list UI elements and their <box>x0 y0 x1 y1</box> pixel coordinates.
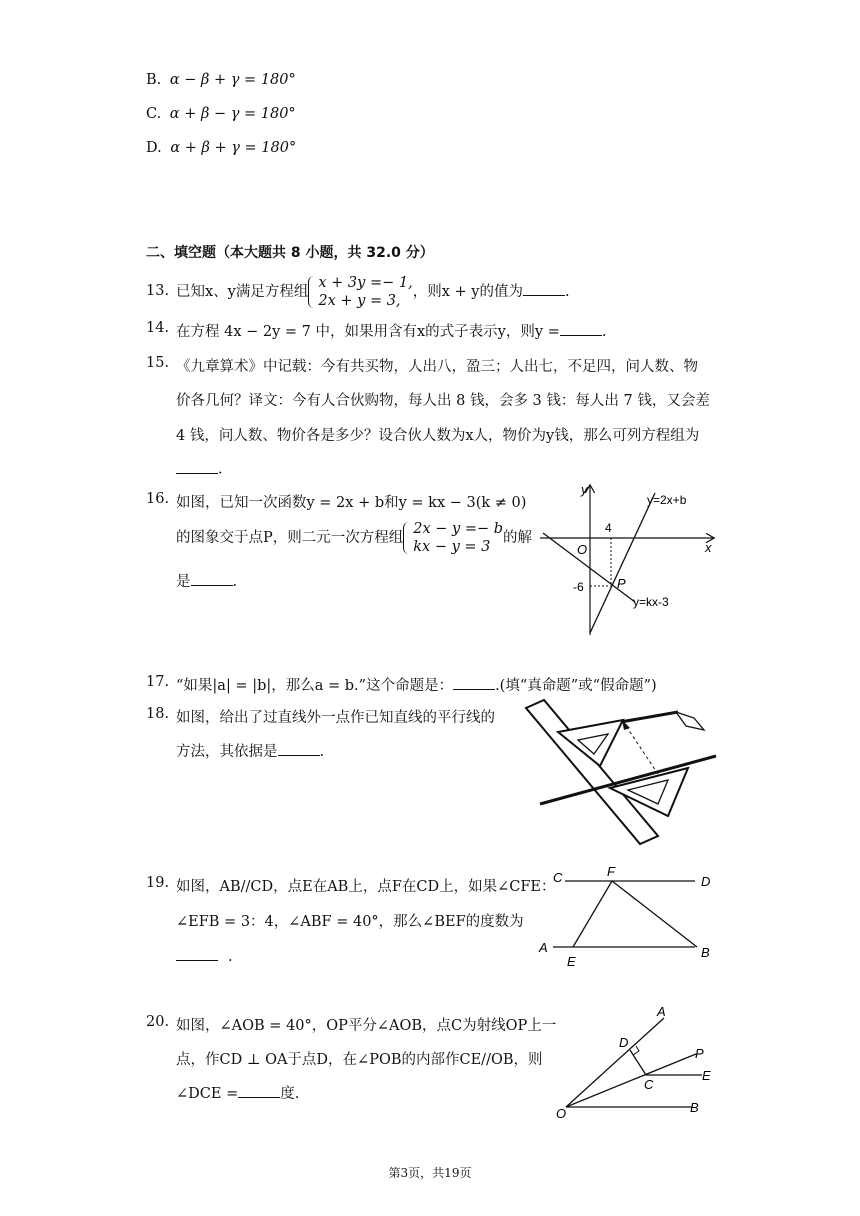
q20-line2: 点，作CD ⊥ OA于点D，在∠POB的内部作CE//OB，则 <box>176 1052 543 1068</box>
right-angle-mark <box>633 1046 639 1055</box>
q13-text <box>176 274 570 310</box>
label-d: D <box>701 874 711 889</box>
q16-line3 <box>176 570 237 591</box>
q19-line3 <box>176 945 233 965</box>
label-4: 4 <box>605 521 612 535</box>
q16-number: 16. <box>146 491 170 507</box>
label-e: E <box>567 954 576 969</box>
q13-blank[interactable] <box>523 281 565 297</box>
q17-number: 17. <box>146 674 170 690</box>
q20-line3 <box>176 1082 299 1103</box>
q19-line2: ∠EFB = 3：4，∠ABF = 40°，那么∠BEF的度数为 <box>176 914 524 930</box>
q17-text <box>176 674 657 695</box>
q20-number: 20. <box>146 1014 170 1030</box>
q16-eq2: kx − y = 3 <box>413 539 491 555</box>
label-d: D <box>619 1035 629 1050</box>
slide-arrow <box>626 726 658 774</box>
page-footer: 第3页，共19页 <box>388 1166 472 1180</box>
q13-system <box>308 274 412 310</box>
label-a: A <box>539 940 548 955</box>
q14-number: 14. <box>146 320 170 336</box>
q17-post: .(填“真命题”或“假命题”) <box>495 678 657 694</box>
q19-blank[interactable] <box>176 945 218 961</box>
q18-line2-pre: 方法，其依据是 <box>176 744 278 760</box>
segment-fe <box>573 881 612 947</box>
line-kx-minus-3 <box>543 533 635 602</box>
q18-figure <box>518 696 718 846</box>
ruler <box>526 700 658 844</box>
q14-pre: 在方程 4x − 2y = 7 中，如果用含有x的式子表示y，则y = <box>176 324 560 340</box>
q13-pre: 已知x、y满足方程组 <box>176 284 309 300</box>
q15-answer <box>176 458 223 478</box>
q16-line2-post: 的解 <box>503 530 533 546</box>
q13-post: ，则x + y的值为 <box>412 284 523 300</box>
q20-line3-pre: ∠DCE = <box>176 1086 239 1102</box>
label-neg6: -6 <box>573 580 584 594</box>
label-c: C <box>553 870 563 885</box>
q16-line1: 如图，已知一次函数y = 2x + b和y = kx − 3(k ≠ 0) <box>176 495 527 511</box>
label-b: B <box>690 1100 699 1115</box>
q20-line1: 如图，∠AOB = 40°，OP平分∠AOB，点C为射线OP上一 <box>176 1018 557 1034</box>
label-line1: y=2x+b <box>647 493 687 507</box>
q13-eq2: 2x + y = 3, <box>318 293 401 309</box>
q20-blank[interactable] <box>238 1083 280 1099</box>
q18-end: . <box>319 744 325 760</box>
q15-line3: 4 钱，问人数、物价各是多少？设合伙人数为x人，物价为y钱，那么可列方程组为 <box>176 428 700 444</box>
option-c <box>146 106 296 122</box>
q18-number: 18. <box>146 706 170 722</box>
q15-line2: 价各几何？译文：今有人合伙购物，每人出 8 钱，会多 3 钱：每人出 7 钱，又会差 <box>176 393 710 409</box>
q13-end: . <box>564 284 570 300</box>
label-f: F <box>607 864 615 879</box>
q19-figure <box>535 862 720 972</box>
option-d-text: α + β + γ = 180° <box>170 140 297 156</box>
label-line2: y=kx-3 <box>633 595 669 609</box>
q14-text <box>176 320 606 341</box>
ray-oa <box>566 1018 664 1107</box>
line-2x-plus-b <box>590 493 655 633</box>
q14-end: . <box>601 324 607 340</box>
segment-fb <box>612 881 697 947</box>
label-e: E <box>702 1068 711 1083</box>
option-b-label: B. <box>146 72 162 88</box>
q18-line1: 如图，给出了过直线外一点作已知直线的平行线的 <box>176 710 495 726</box>
q20-figure <box>552 1000 722 1125</box>
label-x: x <box>705 540 712 555</box>
q19-end: . <box>228 948 233 965</box>
label-a: A <box>657 1004 666 1019</box>
option-d-label: D. <box>146 140 162 156</box>
label-y: y <box>581 482 588 497</box>
option-b <box>146 72 296 88</box>
q16-figure <box>535 478 725 638</box>
q13-eq1: x + 3y =− 1, <box>318 275 413 291</box>
pencil <box>676 712 704 730</box>
q15-blank[interactable] <box>176 458 218 474</box>
label-p: P <box>695 1046 704 1061</box>
q17-pre: “如果|a| = |b|，那么a = b.”这个命题是： <box>176 678 454 694</box>
q19-line1: 如图，AB//CD，点E在AB上，点F在CD上，如果∠CFE： <box>176 879 556 895</box>
q15-end: . <box>218 461 223 478</box>
option-b-text: α − β + γ = 180° <box>169 72 296 88</box>
segment-cd <box>630 1050 646 1075</box>
q15-line1: 《九章算术》中记载：今有共买物，人出八，盈三；人出七，不足四，问人数、物 <box>176 359 698 375</box>
q20-line3-post: 度. <box>280 1086 300 1102</box>
label-o: O <box>577 542 588 557</box>
q18-blank[interactable] <box>278 741 320 757</box>
q14-blank[interactable] <box>560 321 602 337</box>
q15-number: 15. <box>146 355 170 371</box>
q16-line2 <box>176 520 532 556</box>
q16-line3-pre: 是 <box>176 574 191 590</box>
label-o: O <box>556 1106 567 1121</box>
q16-system <box>403 520 503 556</box>
q16-line2-pre: 的图象交于点P，则二元一次方程组 <box>176 530 404 546</box>
q16-blank[interactable] <box>191 571 233 587</box>
q18-line2 <box>176 740 324 761</box>
label-p: P <box>617 576 626 591</box>
q16-eq1: 2x − y =− b <box>413 521 504 537</box>
option-c-text: α + β − γ = 180° <box>169 106 296 122</box>
section-heading: 二、填空题（本大题共 8 小题，共 32.0 分） <box>146 245 434 261</box>
option-d <box>146 140 296 156</box>
q16-end: . <box>232 574 238 590</box>
label-c: C <box>644 1077 654 1092</box>
option-c-label: C. <box>146 106 162 122</box>
label-b: B <box>701 945 710 960</box>
q13-number: 13. <box>146 283 170 299</box>
q19-number: 19. <box>146 875 170 891</box>
q17-blank[interactable] <box>453 675 495 691</box>
ray-op <box>566 1054 696 1107</box>
